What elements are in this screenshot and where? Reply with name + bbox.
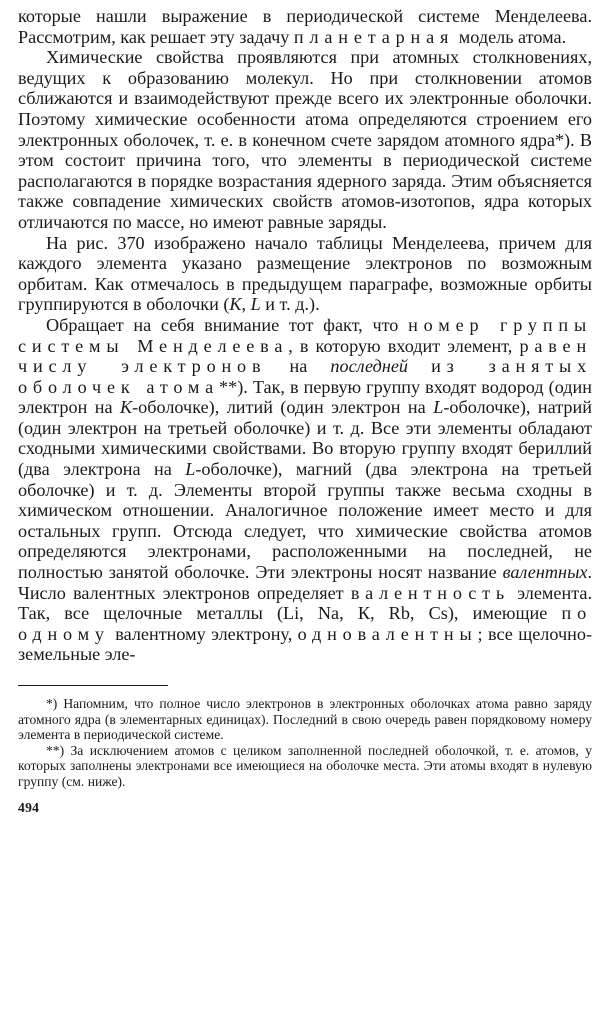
footnote-2: **) За исключением атомов с целиком заполненной последней оболочкой, т. е. атомов, у которых заполнены электронами все имеющиеся на оболочке места. Эти атомы входят в нулевую группу (см. ниже). bbox=[18, 742, 592, 789]
page-number: 494 bbox=[18, 799, 40, 815]
spaced-term: равен числу электронов bbox=[18, 335, 593, 377]
footnotes bbox=[18, 696, 592, 790]
main-text bbox=[18, 6, 592, 665]
paragraph-3: На рис. 370 изображено начало таблицы Менделеева, причем для каждого элемента указано размещение электронов по возможным орбитам. Как отмечалось в предыдущем параграфе, возможные орбиты группируются в оболочки (К, L и т. д.). bbox=[18, 232, 592, 315]
italic-term: валентных bbox=[502, 562, 588, 583]
paragraph-4: Обращает на себя внимание тот факт, что номер группы системы Менделеева, в которую входит элемент, равен числу электронов на последней из занятых оболочек атома**). Так, в первую группу входят водород (один электрон на К-оболочке), литий (один электрон на L-оболочке), натрий (один электрон на третьей оболочке) и т. д. Все эти элементы обладают сходными химическими свойствами. Во вторую группу входят бериллий (два электрона на L-оболочке), магний (два электрона на третьей оболочке) и т. д. Элементы второй группы также весьма сходны в химическом отношении. Аналогичное положение имеет место и для остальных групп. Отсюда следует, что химические свойства атомов определяются электронами, расположенными на последней, не полностью занятой оболочке. Эти электроны носят название валентных. Число валентных электронов определяет валентность элемента. Так, все щелочные металлы (Li, Na, К, Rb, Cs), имеющие по одному валентному электрону, одновалентны; все щелочно-земельные эле- bbox=[18, 314, 593, 665]
italic-term: последней bbox=[330, 356, 409, 377]
footnote-divider bbox=[18, 685, 168, 686]
paragraph-1: которые нашли выражение в периодической системе Менделеева. Рассмотрим, как решает эту задачу планетарная модель атома. bbox=[18, 6, 592, 47]
spaced-term: планетарная bbox=[293, 26, 455, 47]
spaced-term: по одному bbox=[18, 603, 592, 644]
spaced-term: валентность bbox=[350, 582, 510, 603]
book-page bbox=[18, 6, 592, 816]
spaced-term: номер группы системы Менделеева bbox=[18, 314, 592, 356]
spaced-term: одновалентны bbox=[297, 623, 478, 644]
spaced-term: из занятых оболочек атома bbox=[18, 356, 592, 397]
paragraph-2: Химические свойства проявляются при атомных столкновениях, ведущих к образованию молекул. Но при столкновении атомов сближаются и взаимодействуют прежде всего их электронные оболочки. Поэтому химические особенности атома определяются строением его электронных оболочек, т. е. в конечном счете зарядом атомного ядра*). В этом состоит причина того, что элементы в периодической системе располагаются в порядке возрастания ядерного заряда. Этим объясняется также совпадение химических свойств атомов-изотопов, ядра которых отличаются по массе, но имеют равные заряды. bbox=[18, 47, 592, 232]
footnote-1: *) Напомним, что полное число электронов в электронных оболочках атома равно заряду атомного ядра (в элементарных единицах). Последний в свою очередь равен порядковому номеру элемента в периодической системе. bbox=[18, 696, 592, 743]
